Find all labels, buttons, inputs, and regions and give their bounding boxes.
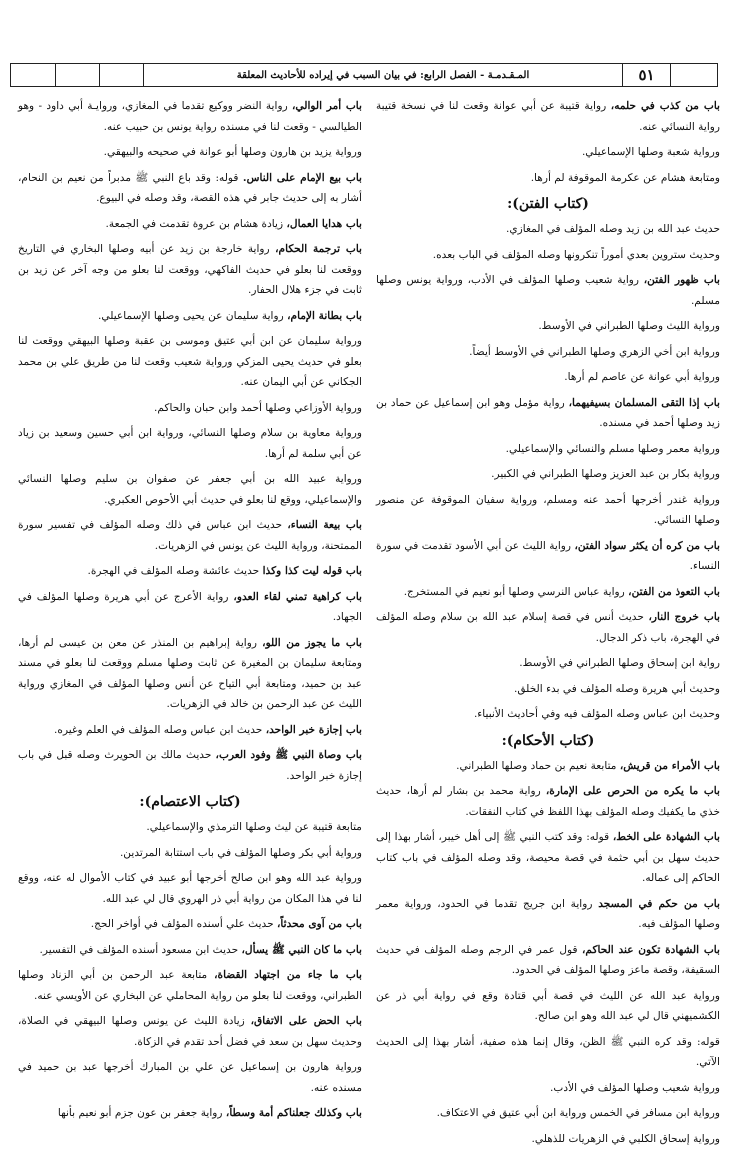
- paragraph: [376, 679, 720, 700]
- page-number: ٥١: [622, 64, 670, 86]
- paragraph-text: رواية مؤمل وهو ابن إسماعيل عن حماد بن زيد وصلها أحمد في مسنده.: [376, 397, 720, 430]
- paragraph-text: قوله: وقد باع النبي ﷺ مدبراً من نعيم بن النحام، أشار به إلى حديث جابر في هذه القصة، وقد وصله في البيوع.: [18, 172, 362, 205]
- paragraph: [18, 587, 362, 628]
- paragraph-text: ورواية عبد الله عن الليث في قصة أبي قتادة وقع في رواية أبي ذر عن الكشميهني قال لي عبد الله وهو ابن صالح.: [376, 990, 720, 1023]
- paragraph-text: حديث عبد الله بن زيد وصله المؤلف في المغازي.: [506, 223, 720, 235]
- paragraph: [376, 1032, 720, 1073]
- chapter-heading: باب كراهية تمني لقاء العدو،: [233, 591, 362, 603]
- chapter-heading: باب ما جاء من اجتهاد القضاة،: [214, 969, 362, 981]
- header-empty-cell: [670, 64, 717, 86]
- paragraph: [18, 1057, 362, 1098]
- paragraph-text: رواية النضر ووكيع تقدما في المغازي، وروايـة أبي داود - وهو الطيالسي - وقعت لنا في مسنده رواية يونس بن حبيب عنه.: [18, 100, 362, 133]
- paragraph: [18, 214, 362, 235]
- paragraph: [376, 1078, 720, 1099]
- paragraph: [18, 868, 362, 909]
- chapter-heading: باب أمر الوالي،: [292, 100, 362, 112]
- paragraph-text: وحديث أبي هريرة وصله المؤلف في بدء الخلق.: [514, 683, 720, 695]
- paragraph: [18, 914, 362, 935]
- chapter-heading: باب ما يجوز من اللو،: [262, 637, 362, 649]
- paragraph-text: ورواية معمر وصلها مسلم والنسائي والإسماعيلي.: [506, 443, 720, 455]
- right-column: [376, 96, 720, 1106]
- paragraph-text: ورواية يزيد بن هارون وصلها أبو عوانة في صحيحه والبيهقي.: [104, 146, 362, 158]
- paragraph-text: رواية خارجة بن زيد عن أبيه وصلها البخاري في التاريخ ووقعت لنا بعلو في حديث الفاكهي، ووقعت لنا بعلو من وجه آخر عن زيد بن ثابت في جزء هلال الحفار.: [18, 243, 362, 296]
- paragraph: [376, 607, 720, 648]
- paragraph-text: رواية سليمان عن يحيى وصلها الإسماعيلي.: [98, 310, 287, 322]
- paragraph: [18, 96, 362, 137]
- header-title: المـقـدمـة - الفصل الرابع: في بيان السبب في إيراده للأحاديث المعلقة: [143, 64, 622, 86]
- paragraph-text: متابعة عبد الرحمن بن أبي الزناد وصلها الطبراني، ووقعت لنا بعلو من رواية المحاملي عن البخاري عن الأويسي عنه.: [18, 969, 362, 1002]
- paragraph-text: ورواية ابن مسافر في الخمس ورواية ابن أبي عتيق في الاعتكاف.: [437, 1107, 720, 1119]
- chapter-heading: باب وكذلك جعلناكم أمة وسطاً،: [226, 1107, 362, 1119]
- paragraph: [376, 393, 720, 434]
- paragraph-text: قوله: وقد كتب النبي ﷺ إلى أهل خيبر، أشار بهذا إلى حديث سهل بن أبي حثمة في قصة محيصة، وقد وصله المؤلف في باب كتاب الحاكم إلى عماله.: [376, 831, 720, 884]
- paragraph-text: ورواية أبي بكر وصلها المؤلف في باب استتابة المرتدين.: [120, 847, 362, 859]
- paragraph: [376, 1129, 720, 1149]
- paragraph: [376, 756, 720, 777]
- chapter-heading: باب من كذب في حلمه،: [611, 100, 720, 112]
- paragraph: [376, 96, 720, 137]
- chapter-heading: باب خروج النار،: [649, 611, 720, 623]
- paragraph: [376, 270, 720, 311]
- paragraph: [18, 515, 362, 556]
- paragraph-text: حديث علي أسنده المؤلف في أواخر الحج.: [91, 918, 277, 930]
- paragraph-text: ورواية أبي عوانة عن عاصم لم أرها.: [564, 371, 720, 383]
- paragraph-text: زيادة الليث عن يونس وصلها البيهقي في الصلاة، وحديث سهل بن سعد في فضل أحد تقدم في الزكاة.: [18, 1015, 362, 1048]
- paragraph-text: ورواية شعيب وصلها المؤلف في الأدب.: [550, 1082, 720, 1094]
- paragraph: [376, 439, 720, 460]
- chapter-heading: باب ما كان النبي ﷺ يسأل،: [242, 944, 362, 956]
- paragraph: [376, 316, 720, 337]
- paragraph: [376, 653, 720, 674]
- paragraph: [376, 827, 720, 889]
- paragraph-text: ورواية سليمان عن ابن أبي عتيق وموسى بن عقبة وصلها البيهقي ووقعت لنا بعلو في حديث يحيى المزكي ورواية شعيب وقعت لنا من طريق علي بن محمد الجكاني عن أبي اليمان عنه.: [18, 335, 362, 388]
- chapter-heading: باب وصاة النبي ﷺ وفود العرب،: [216, 749, 362, 761]
- paragraph: [18, 331, 362, 393]
- chapter-heading: باب من آوى محدثاً،: [277, 918, 362, 930]
- paragraph: [18, 306, 362, 327]
- paragraph: [18, 1011, 362, 1052]
- paragraph-text: ورواية بكار بن عبد العزيز وصلها الطبراني في الكبير.: [491, 468, 720, 480]
- paragraph: [376, 940, 720, 981]
- running-header: [10, 63, 718, 87]
- paragraph-text: ورواية الليث وصلها الطبراني في الأوسط.: [538, 320, 720, 332]
- paragraph-text: رواية الأعرج عن أبي هريرة وصلها المؤلف في الجهاد.: [18, 591, 362, 624]
- paragraph-text: ورواية غندر أخرجها أحمد عنه ومسلم، ورواية سفيان الموقوفة عن منصور وصلها النسائي.: [376, 494, 720, 527]
- paragraph: [18, 965, 362, 1006]
- paragraph: [18, 843, 362, 864]
- paragraph-text: ورواية معاوية بن سلام وصلها النسائي، ورواية ابن أبي حسين وسعيد بن زياد عن أبي سلمة لم أرها.: [18, 427, 362, 460]
- chapter-heading: باب بطانة الإمام،: [287, 310, 362, 322]
- paragraph-text: حديث عائشة وصله المؤلف في الهجرة.: [88, 565, 263, 577]
- section-heading: (كتاب الفتن):: [376, 193, 720, 215]
- paragraph-text: ورواية إسحاق الكلبي في الزهريات للذهلي.: [532, 1133, 721, 1145]
- paragraph: [18, 469, 362, 510]
- chapter-heading: باب من حكم في المسجد: [598, 898, 720, 910]
- left-column: [18, 96, 362, 1106]
- paragraph: [376, 582, 720, 603]
- paragraph-text: متابعة نعيم بن حماد وصلها الطبراني.: [456, 760, 620, 772]
- paragraph-text: قوله: وقد كره النبي ﷺ الظن، وقال إنما هذه صفية، أشار بهذا إلى الحديث الآتي.: [376, 1036, 720, 1069]
- paragraph: [376, 536, 720, 577]
- paragraph-text: قول عمر في الرجم وصله المؤلف في حديث السقيفة، وقصة ماعز وصلها المؤلف في الحدود.: [376, 944, 720, 977]
- paragraph: [376, 490, 720, 531]
- section-heading: (كتاب الاعتصام):: [18, 791, 362, 813]
- chapter-heading: باب هدايا العمال،: [286, 218, 362, 230]
- paragraph-text: رواية ابن جريج تقدما في الحدود، ورواية معمر وصلها المؤلف فيه.: [376, 898, 720, 931]
- paragraph-text: وحديث ابن عباس وصله المؤلف فيه وفي أحاديث الأنبياء.: [474, 708, 720, 720]
- paragraph-text: متابعة قتيبة عن ليث وصلها الترمذي والإسماعيلي.: [146, 821, 362, 833]
- paragraph: [376, 342, 720, 363]
- chapter-heading: باب الحض على الاتفاق،: [251, 1015, 362, 1027]
- paragraph-text: وحديث ستروين بعدي أموراً تنكرونها وصله المؤلف في الباب بعده.: [433, 249, 720, 261]
- chapter-heading: باب الأمراء من قريش،: [620, 760, 720, 772]
- paragraph-text: زيادة هشام بن عروة تقدمت في الجمعة.: [106, 218, 287, 230]
- paragraph-text: رواية عباس النرسي وصلها أبو نعيم في المستخرج.: [404, 586, 628, 598]
- section-heading: (كتاب الأحكام):: [376, 730, 720, 752]
- paragraph-text: ورواية عبيد الله بن أبي جعفر عن صفوان بن سليم وصلها النسائي والإسماعيلي، ووقع لنا بعلو في حديث أبي الأحوص العكبري.: [18, 473, 362, 506]
- header-empty-cell: [11, 64, 55, 86]
- paragraph-text: حديث ابن عباس في ذلك وصله المؤلف في تفسير سورة الممتحنة، ورواية الليث عن يونس في الزهريات.: [18, 519, 362, 552]
- paragraph: [376, 704, 720, 725]
- paragraph: [18, 398, 362, 419]
- paragraph-text: ورواية شعبة وصلها الإسماعيلي.: [582, 146, 720, 158]
- paragraph-text: ورواية هارون بن إسماعيل عن علي بن المبارك أخرجها عبد بن حميد في مسنده عنه.: [18, 1061, 362, 1094]
- paragraph: [18, 239, 362, 301]
- paragraph-text: ورواية ابن أخي الزهري وصلها الطبراني في الأوسط أيضاً.: [469, 346, 720, 358]
- header-empty-cell: [99, 64, 143, 86]
- paragraph: [376, 894, 720, 935]
- paragraph-text: رواية إبراهيم بن المنذر عن معن بن عيسى لم أرها، ومتابعة سليمان بن المغيرة عن ثابت وصلها مسلم ووقعت لنا بعلو في مسند عبد بن حميد، ومتابعة أبي التياح عن أنس وصلها المؤلف في المغازي ورواية الليث عن عبد الرحمن بن خالد في الزهريات.: [18, 637, 362, 711]
- chapter-heading: باب من كره أن يكثر سواد الفتن،: [574, 540, 720, 552]
- paragraph-text: ورواية عبد الله وهو ابن صالح أخرجها أبو عبيد في كتاب الأموال له عنه، ووقع لنا في هذا المكان من رواية أبي ذر الهروي قال لي عبد الله.: [18, 872, 362, 905]
- paragraph: [376, 781, 720, 822]
- paragraph-text: رواية الليث عن أبي الأسود تقدمت في سورة النساء.: [376, 540, 720, 573]
- chapter-heading: باب ما يكره من الحرص على الإمارة،: [546, 785, 720, 797]
- paragraph: [376, 367, 720, 388]
- paragraph: [18, 142, 362, 163]
- paragraph: [18, 633, 362, 715]
- paragraph-text: ومتابعة هشام عن عكرمة الموقوفة لم أرها.: [531, 172, 720, 184]
- chapter-heading: باب قوله ليت كذا وكذا: [263, 565, 362, 577]
- paragraph-text: رواية جعفر بن عون جزم أبو نعيم بأنها: [58, 1107, 226, 1119]
- paragraph-text: رواية ابن إسحاق وصلها الطبراني في الأوسط.: [519, 657, 720, 669]
- paragraph-text: رواية قتيبة عن أبي عوانة وقعت لنا في نسخة قتيبة رواية النسائي عنه.: [376, 100, 720, 133]
- chapter-heading: باب ترجمة الحكام،: [275, 243, 362, 255]
- paragraph: [18, 423, 362, 464]
- paragraph-text: حديث مالك بن الحويرث وصله قبل في باب إجازة خبر الواحد.: [18, 749, 362, 782]
- paragraph: [376, 245, 720, 266]
- paragraph: [18, 720, 362, 741]
- paragraph: [18, 745, 362, 786]
- chapter-heading: باب التعوذ من الفتن،: [628, 586, 720, 598]
- chapter-heading: باب بيعة النساء،: [287, 519, 362, 531]
- paragraph: [18, 1103, 362, 1124]
- paragraph-text: ورواية الأوزاعي وصلها أحمد وابن حبان والحاكم.: [154, 402, 362, 414]
- chapter-heading: باب ظهور الفتن،: [644, 274, 720, 286]
- chapter-heading: باب الشهادة على الخط،: [613, 831, 720, 843]
- paragraph: [18, 561, 362, 582]
- chapter-heading: باب بيع الإمام على الناس.: [243, 172, 362, 184]
- paragraph-text: رواية محمد بن بشار لم أرها، حديث خذي ما يكفيك وصله المؤلف بهذا اللفظ في كتاب النفقات.: [376, 785, 720, 818]
- paragraph: [376, 168, 720, 189]
- paragraph-text: حديث أنس في قصة إسلام عبد الله بن سلام وصله المؤلف في الهجرة، باب ذكر الدجال.: [376, 611, 720, 644]
- header-empty-cell: [55, 64, 99, 86]
- paragraph-text: حديث ابن مسعود أسنده المؤلف في التفسير.: [40, 944, 242, 956]
- paragraph: [18, 940, 362, 961]
- paragraph-text: حديث ابن عباس وصله المؤلف في العلم وغيره.: [54, 724, 266, 736]
- paragraph: [376, 142, 720, 163]
- chapter-heading: باب الشهادة تكون عند الحاكم،: [582, 944, 720, 956]
- paragraph: [376, 219, 720, 240]
- paragraph-text: رواية شعيب وصلها المؤلف في الأدب، ورواية يونس وصلها مسلم.: [376, 274, 720, 307]
- paragraph: [376, 986, 720, 1027]
- chapter-heading: باب إذا التقى المسلمان بسيفيهما،: [569, 397, 720, 409]
- paragraph: [18, 817, 362, 838]
- paragraph: [376, 1103, 720, 1124]
- chapter-heading: باب إجازة خبر الواحد،: [266, 724, 362, 736]
- paragraph: [18, 168, 362, 209]
- paragraph: [376, 464, 720, 485]
